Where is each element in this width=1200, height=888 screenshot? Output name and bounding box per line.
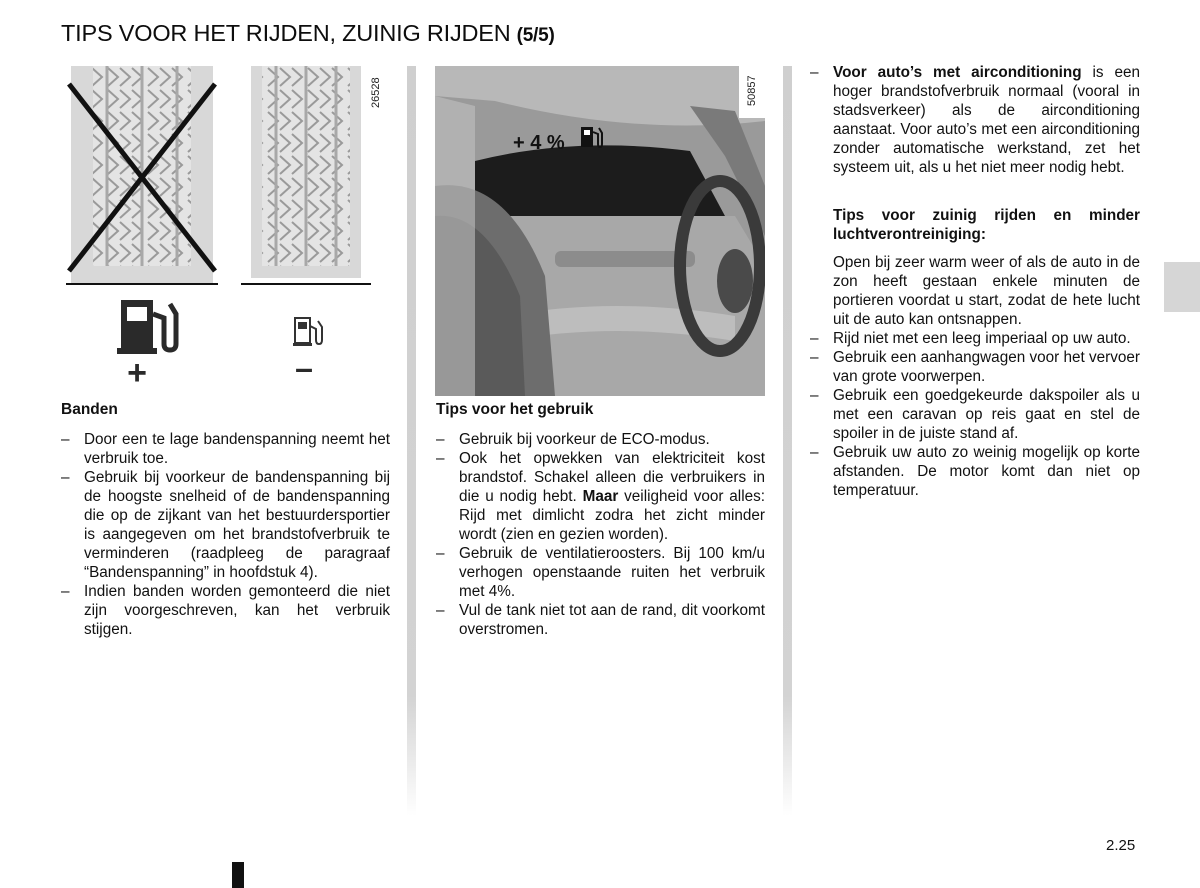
list-item-emphasis: Maar	[582, 488, 619, 505]
list-item: – Vul de tank niet tot aan de rand, dit voorkomt overstromen.	[436, 601, 765, 639]
fuel-pump-small-icon	[293, 318, 322, 346]
list-item: – Gebruik de ventilatieroosters. Bij 100 km/u verhogen openstaande ruiten het verbruik met 4%.	[436, 544, 765, 601]
tyre-tips-list	[61, 430, 390, 639]
page-number: 2.25	[1106, 837, 1136, 854]
list-item: – Gebruik uw auto zo weinig mogelijk op korte afstanden. De motor komt dan niet op temperatuur.	[810, 443, 1140, 500]
page-title-text: TIPS VOOR HET RIJDEN, ZUINIG RIJDEN	[61, 20, 511, 46]
list-item: – Gebruik bij voorkeur de ECO-modus.	[436, 430, 765, 449]
plus-sign: +	[127, 354, 147, 386]
column-divider-right	[783, 66, 792, 816]
airco-tips-list	[810, 63, 1140, 177]
eco-paragraph: Open bij zeer warm weer of als de auto in de zon heeft gestaan enkele minuten de portieren voordat u start, zodat de hete lucht uit de auto kan ontsnappen.	[833, 254, 1140, 328]
car-interior-figure	[435, 66, 765, 396]
list-item-text: Ook het opwekken van elektriciteit kost brandstof. Schakel alleen die verbruikers in die u nodig hebt.	[459, 450, 765, 505]
figure-number-car: 50857	[746, 75, 758, 106]
section-heading-usage: Tips voor het gebruik	[436, 401, 594, 418]
fuel-pump-large-icon	[117, 300, 176, 354]
page-title-suffix: (5/5)	[516, 25, 555, 46]
correct-pressure-tyre	[241, 66, 371, 284]
list-item	[436, 449, 765, 544]
list-item: – Gebruik een aanhangwagen voor het vervoer van grote voorwerpen.	[810, 348, 1140, 386]
figure-number: 26528	[370, 77, 382, 108]
list-item-emphasis: Voor auto’s met airconditioning	[833, 64, 1082, 81]
list-item: – Indien banden worden gemonteerd die niet zijn voorgeschreven, kan het verbruik stijgen.	[61, 582, 390, 639]
list-item: – Gebruik bij voorkeur de bandenspanning bij de hoogste snelheid of de bandenspanning die op de zijkant van het bestuurdersportier is aangegeven om het brandstofverbruik te verminderen (raadpleeg de paragraaf “Bandenspanning” in hoofdstuk 4).	[61, 468, 390, 582]
list-item-text: veiligheid voor alles: Rijd met dimlicht zodra het zicht minder wordt (zien en gezien worden).	[459, 488, 765, 543]
list-item: – Rijd niet met een leeg imperiaal op uw auto.	[810, 329, 1140, 348]
list-item: – Door een te lage bandenspanning neemt het verbruik toe.	[61, 430, 390, 468]
list-item: – Gebruik een goedgekeurde dakspoiler als u met een caravan op reis gaat en stel de spoiler in de juiste stand af.	[810, 386, 1140, 443]
list-item	[810, 63, 1140, 177]
column-divider-left	[407, 66, 416, 816]
list-item-text: is een hoger brandstofverbruik normaal (vooral in stadsverkeer) als de airconditioning aanstaat. Voor auto’s met een airconditioning zonder automatische werkstand, zet het systeem uit, als u het niet meer nodig hebt.	[833, 64, 1141, 176]
fuel-increase-label: + 4 %	[513, 132, 565, 154]
usage-tips-list	[436, 430, 765, 639]
eco-tips-list	[810, 329, 1140, 500]
subheading-eco-driving: Tips voor zuinig rijden en minder luchtverontreiniging:	[833, 207, 1140, 243]
minus-sign: –	[295, 350, 313, 386]
tyre-pressure-figure	[66, 66, 396, 386]
chapter-tab	[1164, 262, 1200, 312]
crop-mark	[232, 862, 244, 888]
section-heading-tyres: Banden	[61, 401, 118, 418]
page-title	[61, 20, 555, 47]
